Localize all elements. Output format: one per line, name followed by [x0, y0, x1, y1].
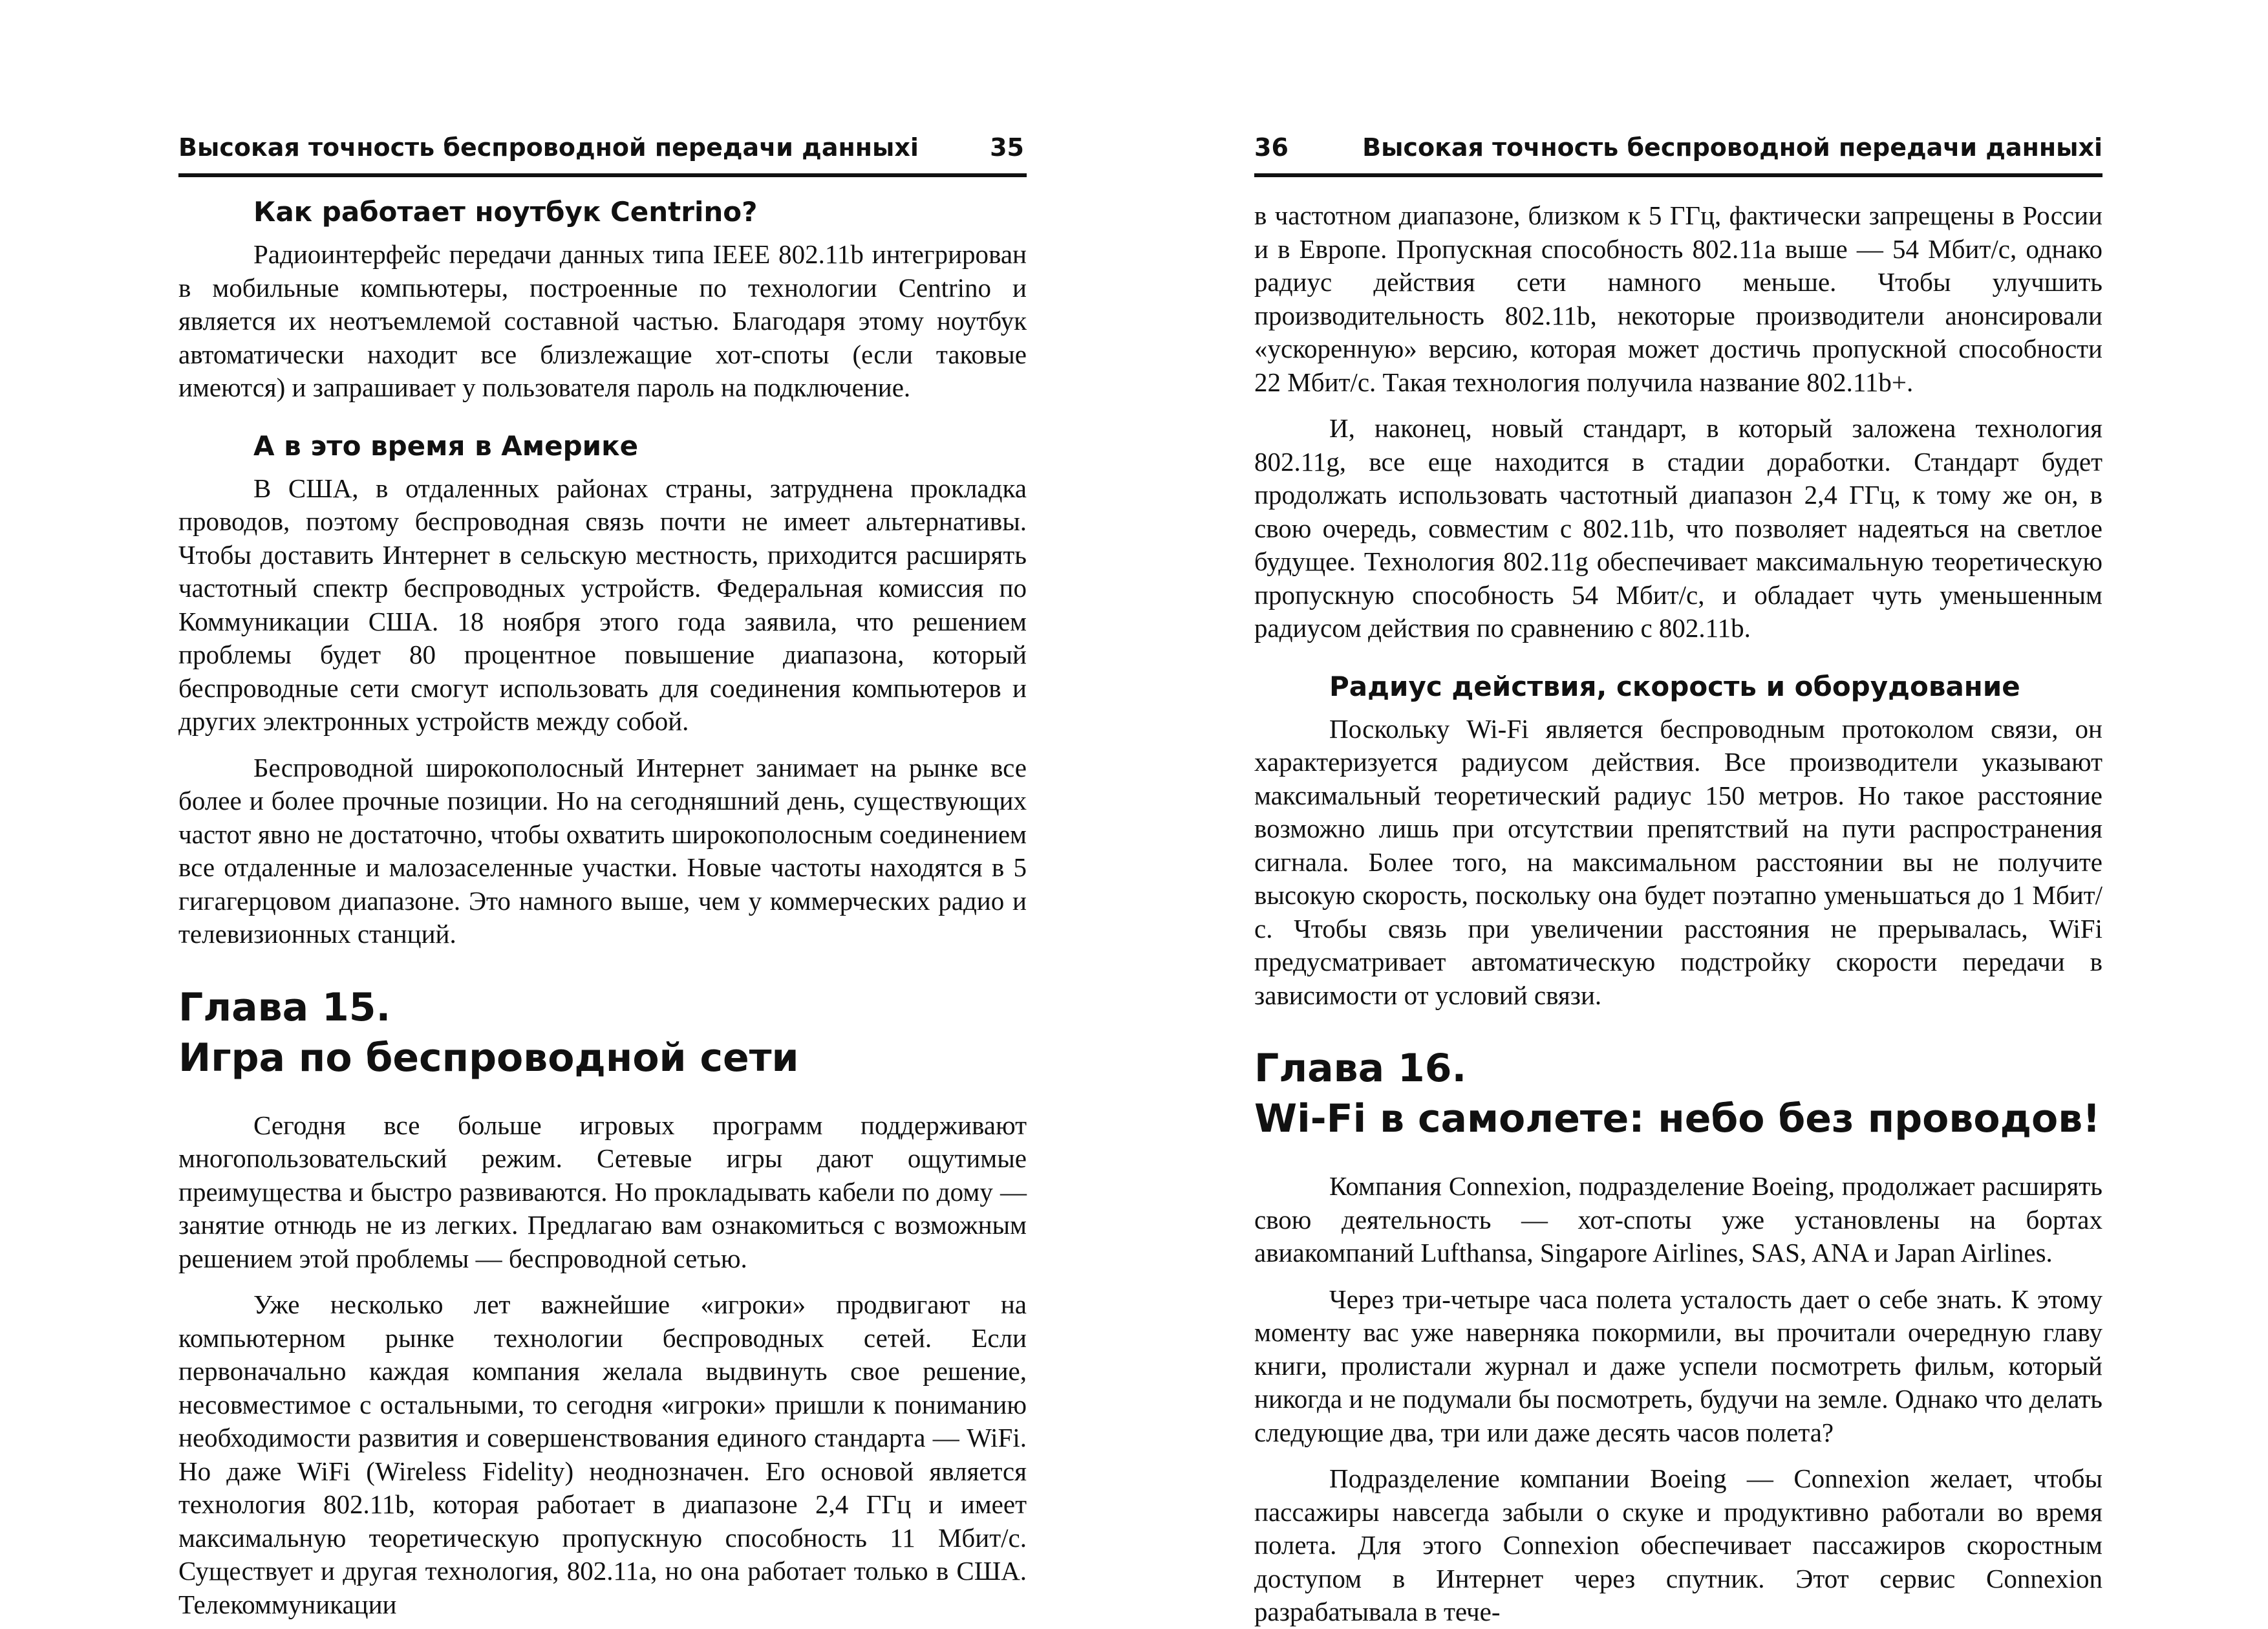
- page-content: [1254, 199, 2102, 1629]
- page-content: [178, 194, 1027, 1621]
- section-heading: Как работает ноутбук Centrino?: [253, 196, 758, 228]
- paragraph: в частотном диапазоне, близком к 5 ГГц, фактически запрещены в России и в Европе. Пропускная способность 802.11a выше — 54 Мбит/с, однако радиус действия сети намного меньше. Чтобы улучшить производительность 802.11b, некоторые производители анонсировали «ускоренную» версию, которая может достичь пропускной способности 22 Мбит/с. Такая технология получила название 802.11b+.: [1254, 200, 2102, 397]
- section-heading: А в это время в Америке: [253, 429, 639, 462]
- running-head: [178, 127, 1027, 177]
- chapter-number: Глава 16.: [1254, 1046, 1467, 1091]
- chapter-title: [178, 982, 1027, 1083]
- paragraph: Беспроводной широкополосный Интернет занимает на рынке все более и более прочные позиции. Но на сегодняшний день, существующих частот явно не достаточно, чтобы охватить широкополосным соединением все отдаленные и малозаселенные участки. Новые частоты находятся в 5 гигагерцовом диапазоне. Это намного выше, чем у коммерческих радио и телевизионных станций.: [178, 752, 1027, 949]
- paragraph: В США, в отдаленных районах страны, затруднена прокладка проводов, поэтому беспроводная связь почти не имеет альтернативы. Чтобы доставить Интернет в сельскую местность, приходится расширять частотный спектр беспроводных устройств. Федеральная комиссия по Коммуникации США. 18 ноября этого года заявила, что решением проблемы будет 80 процентное повышение диапазона, который беспроводные сети смогут использовать для соединения компьютеров и других электронных устройств между собой.: [178, 473, 1027, 736]
- page-number: 35: [990, 133, 1024, 162]
- paragraph: Поскольку Wi-Fi является беспроводным протоколом связи, он характеризуется радиусом действия. Все производители указывают максимальный теоретический радиус 150 метров. Но такое расстояние возможно лишь при отсутствии препятствий на пути распространения сигнала. Более того, на максимальном расстоянии вы не получите высокую скорость, поскольку она будет поэтапно уменьшаться до 1 Мбит/с. Чтобы связь при увеличении расстояния не прерывалась, WiFi предусматривает автоматическую подстройку скорости передачи в зависимости от условий связи.: [1254, 713, 2102, 1010]
- paragraph: Сегодня все больше игровых программ поддерживают многопользовательский режим. Сетевые игры дают ощутимые преимущества и быстро развиваются. Но прокладывать кабели по дому — занятие отнюдь не из легких. Предлагаю вам ознакомиться с возможным решением этой проблемы — беспроводной сетью.: [178, 1110, 1027, 1273]
- paragraph: Радиоинтерфейс передачи данных типа IEEE 802.11b интегрирован в мобильные компьютеры, построенные по технологии Centrino и является их неотъемлемой составной частью. Благодаря этому ноутбук автоматически находит все близлежащие хот-споты (если таковые имеются) и запрашивает у пользователя пароль на подключение.: [178, 239, 1027, 402]
- chapter-number: Глава 15.: [178, 984, 391, 1030]
- running-title: Высокая точность беспроводной передачи данныхi: [178, 133, 919, 162]
- paragraph: Подразделение компании Boeing — Connexion желает, чтобы пассажиры навсегда забыли о скуке и продуктивно работали во время полета. Для этого Connexion обеспечивает пассажиров скоростным доступом в Интернет через спутник. Этот сервис Connexion разрабатывала в тече-: [1254, 1463, 2102, 1626]
- section-heading: Радиус действия, скорость и оборудование: [1329, 670, 2020, 702]
- chapter-name: Wi-Fi в самолете: небо без проводов!: [1254, 1096, 2101, 1141]
- page-number: 36: [1254, 133, 1289, 162]
- paragraph: И, наконец, новый стандарт, в который заложена технология 802.11g, все еще находится в стадии доработки. Стандарт будет продолжать использовать частотный диапазон 2,4 ГГц, к тому же он, в свою очередь, совместим с 802.11b, что позволяет надеяться на светлое будущее. Технология 802.11g обеспечивает максимальную теоретическую пропускную способность 54 Мбит/с, и обладает чуть уменьшенным радиусом действия по сравнению с 802.11b.: [1254, 413, 2102, 643]
- paragraph: Уже несколько лет важнейшие «игроки» продвигают на компьютерном рынке технологии беспроводных сетей. Если первоначально каждая компания желала выдвинуть свое решение, несовместимое с остальными, то сегодня «игроки» пришли к пониманию необходимости развития и совершенствования единого стандарта — WiFi. Но даже WiFi (Wireless Fidelity) неоднозначен. Его основой является технология 802.11b, которая работает в диапазоне 2,4 ГГц и имеет максимальную теоретическую пропускную способность 11 Мбит/с. Существует и другая технология, 802.11a, но она работает только в США. Телекоммуникации: [178, 1289, 1027, 1619]
- chapter-title: [1254, 1043, 2102, 1144]
- running-title: Высокая точность беспроводной передачи данныхi: [1362, 133, 2102, 162]
- paragraph: Через три-четыре часа полета усталость дает о себе знать. К этому моменту вас уже наверняка покормили, вы прочитали очередную главу книги, пролистали журнал и даже успели посмотреть фильм, который никогда и не подумали бы посмотреть, будучи на земле. Однако что делать следующие два, три или даже десять часов полета?: [1254, 1284, 2102, 1447]
- running-head: [1254, 127, 2102, 177]
- paragraph: Компания Connexion, подразделение Boeing, продолжает расширять свою деятельность — хот-споты уже установлены на бортах авиакомпаний Lufthansa, Singapore Airlines, SAS, ANA и Japan Airlines.: [1254, 1171, 2102, 1268]
- chapter-name: Игра по беспроводной сети: [178, 1035, 799, 1081]
